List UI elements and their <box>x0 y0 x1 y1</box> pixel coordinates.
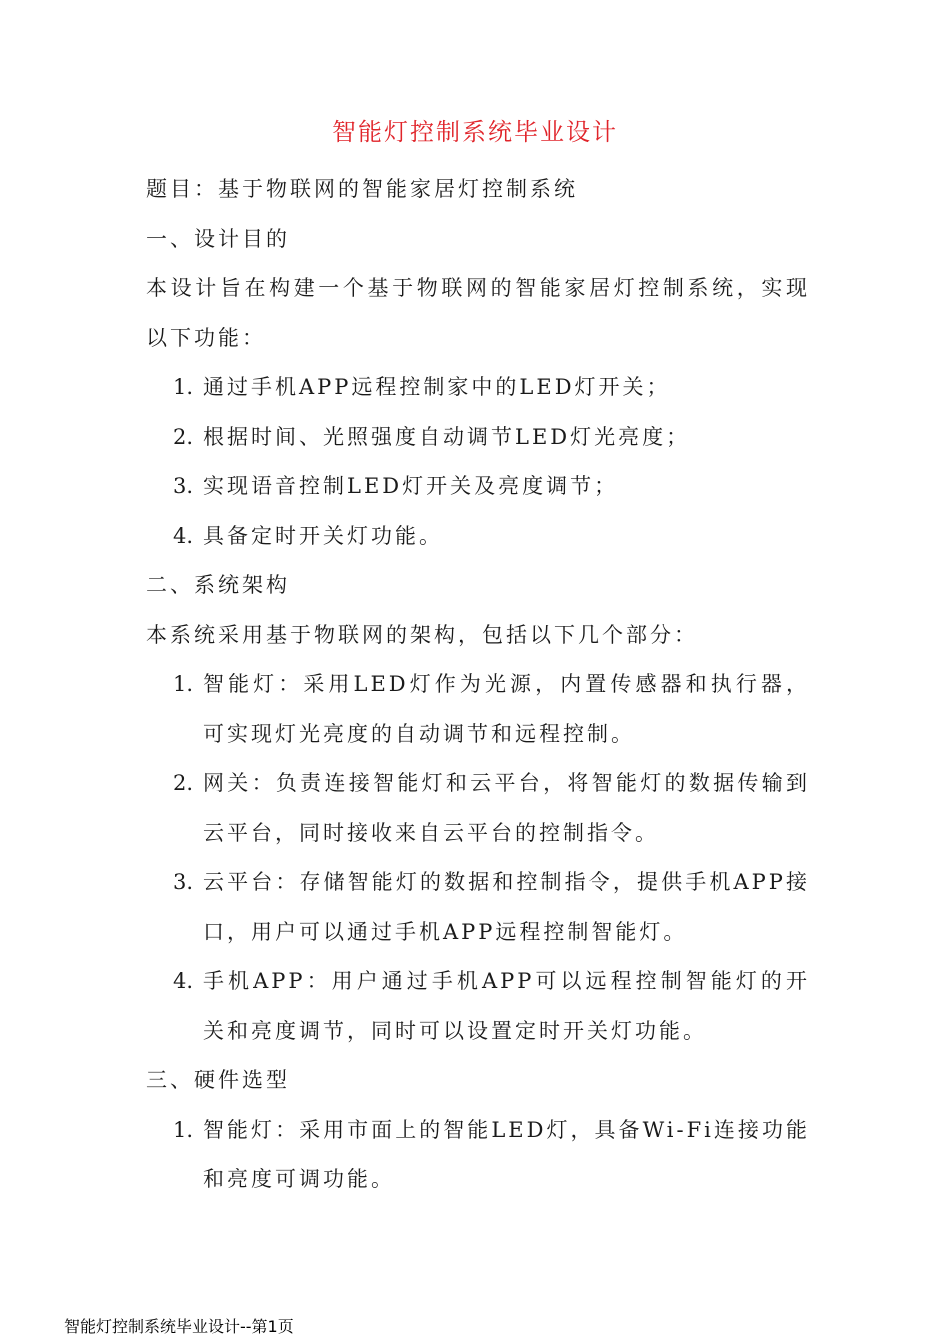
document-body <box>146 165 810 1205</box>
section-heading-hardware: 三、硬件选型 <box>146 1068 290 1092</box>
list-text: 网关：负责连接智能灯和云平台，将智能灯的数据传输到云平台，同时接收来自云平台的控制指令。 <box>203 771 810 845</box>
list-text: 具备定时开关灯功能。 <box>203 523 443 548</box>
list-item <box>146 363 810 413</box>
list-number: 3. <box>173 474 194 498</box>
list-number: 2. <box>173 424 194 449</box>
list-text: 实现语音控制LED灯开关及亮度调节； <box>203 474 619 498</box>
section-intro-purpose: 本设计旨在构建一个基于物联网的智能家居灯控制系统，实现以下功能： <box>146 276 810 350</box>
list-text: 云平台：存储智能灯的数据和控制指令，提供手机APP接口，用户可以通过手机APP远程控制智能灯。 <box>203 870 810 944</box>
document-title: 智能灯控制系统毕业设计 <box>332 118 618 146</box>
list-number: 3. <box>173 870 194 894</box>
list-item <box>146 462 810 512</box>
list-number: 4. <box>173 523 194 548</box>
list-number: 2. <box>173 771 194 795</box>
list-item <box>146 413 810 463</box>
list-text: 根据时间、光照强度自动调节LED灯光亮度； <box>203 424 691 449</box>
list-item <box>146 1106 810 1205</box>
list-item <box>146 858 810 957</box>
list-number: 1. <box>173 375 194 399</box>
list-item <box>146 957 810 1056</box>
list-text: 手机APP：用户通过手机APP可以远程控制智能灯的开关和亮度调节，同时可以设置定时开关灯功能。 <box>203 969 810 1043</box>
list-text: 通过手机APP远程控制家中的LED灯开关； <box>203 375 671 399</box>
list-item <box>146 512 810 562</box>
list-number: 1. <box>173 672 194 696</box>
section-intro-architecture: 本系统采用基于物联网的架构，包括以下几个部分： <box>146 622 698 647</box>
list-number: 1. <box>173 1117 194 1142</box>
section-heading-purpose: 一、设计目的 <box>146 226 290 251</box>
section-heading-architecture: 二、系统架构 <box>146 573 290 597</box>
list-number: 4. <box>173 969 194 993</box>
page-footer: 智能灯控制系统毕业设计--第1页 <box>64 1317 294 1336</box>
list-item <box>146 759 810 858</box>
list-text: 智能灯：采用市面上的智能LED灯，具备Wi-Fi连接功能和亮度可调功能。 <box>203 1117 810 1191</box>
subject-line: 题目：基于物联网的智能家居灯控制系统 <box>146 177 578 201</box>
list-text: 智能灯：采用LED灯作为光源，内置传感器和执行器，可实现灯光亮度的自动调节和远程控制。 <box>203 672 810 746</box>
list-item <box>146 660 810 759</box>
